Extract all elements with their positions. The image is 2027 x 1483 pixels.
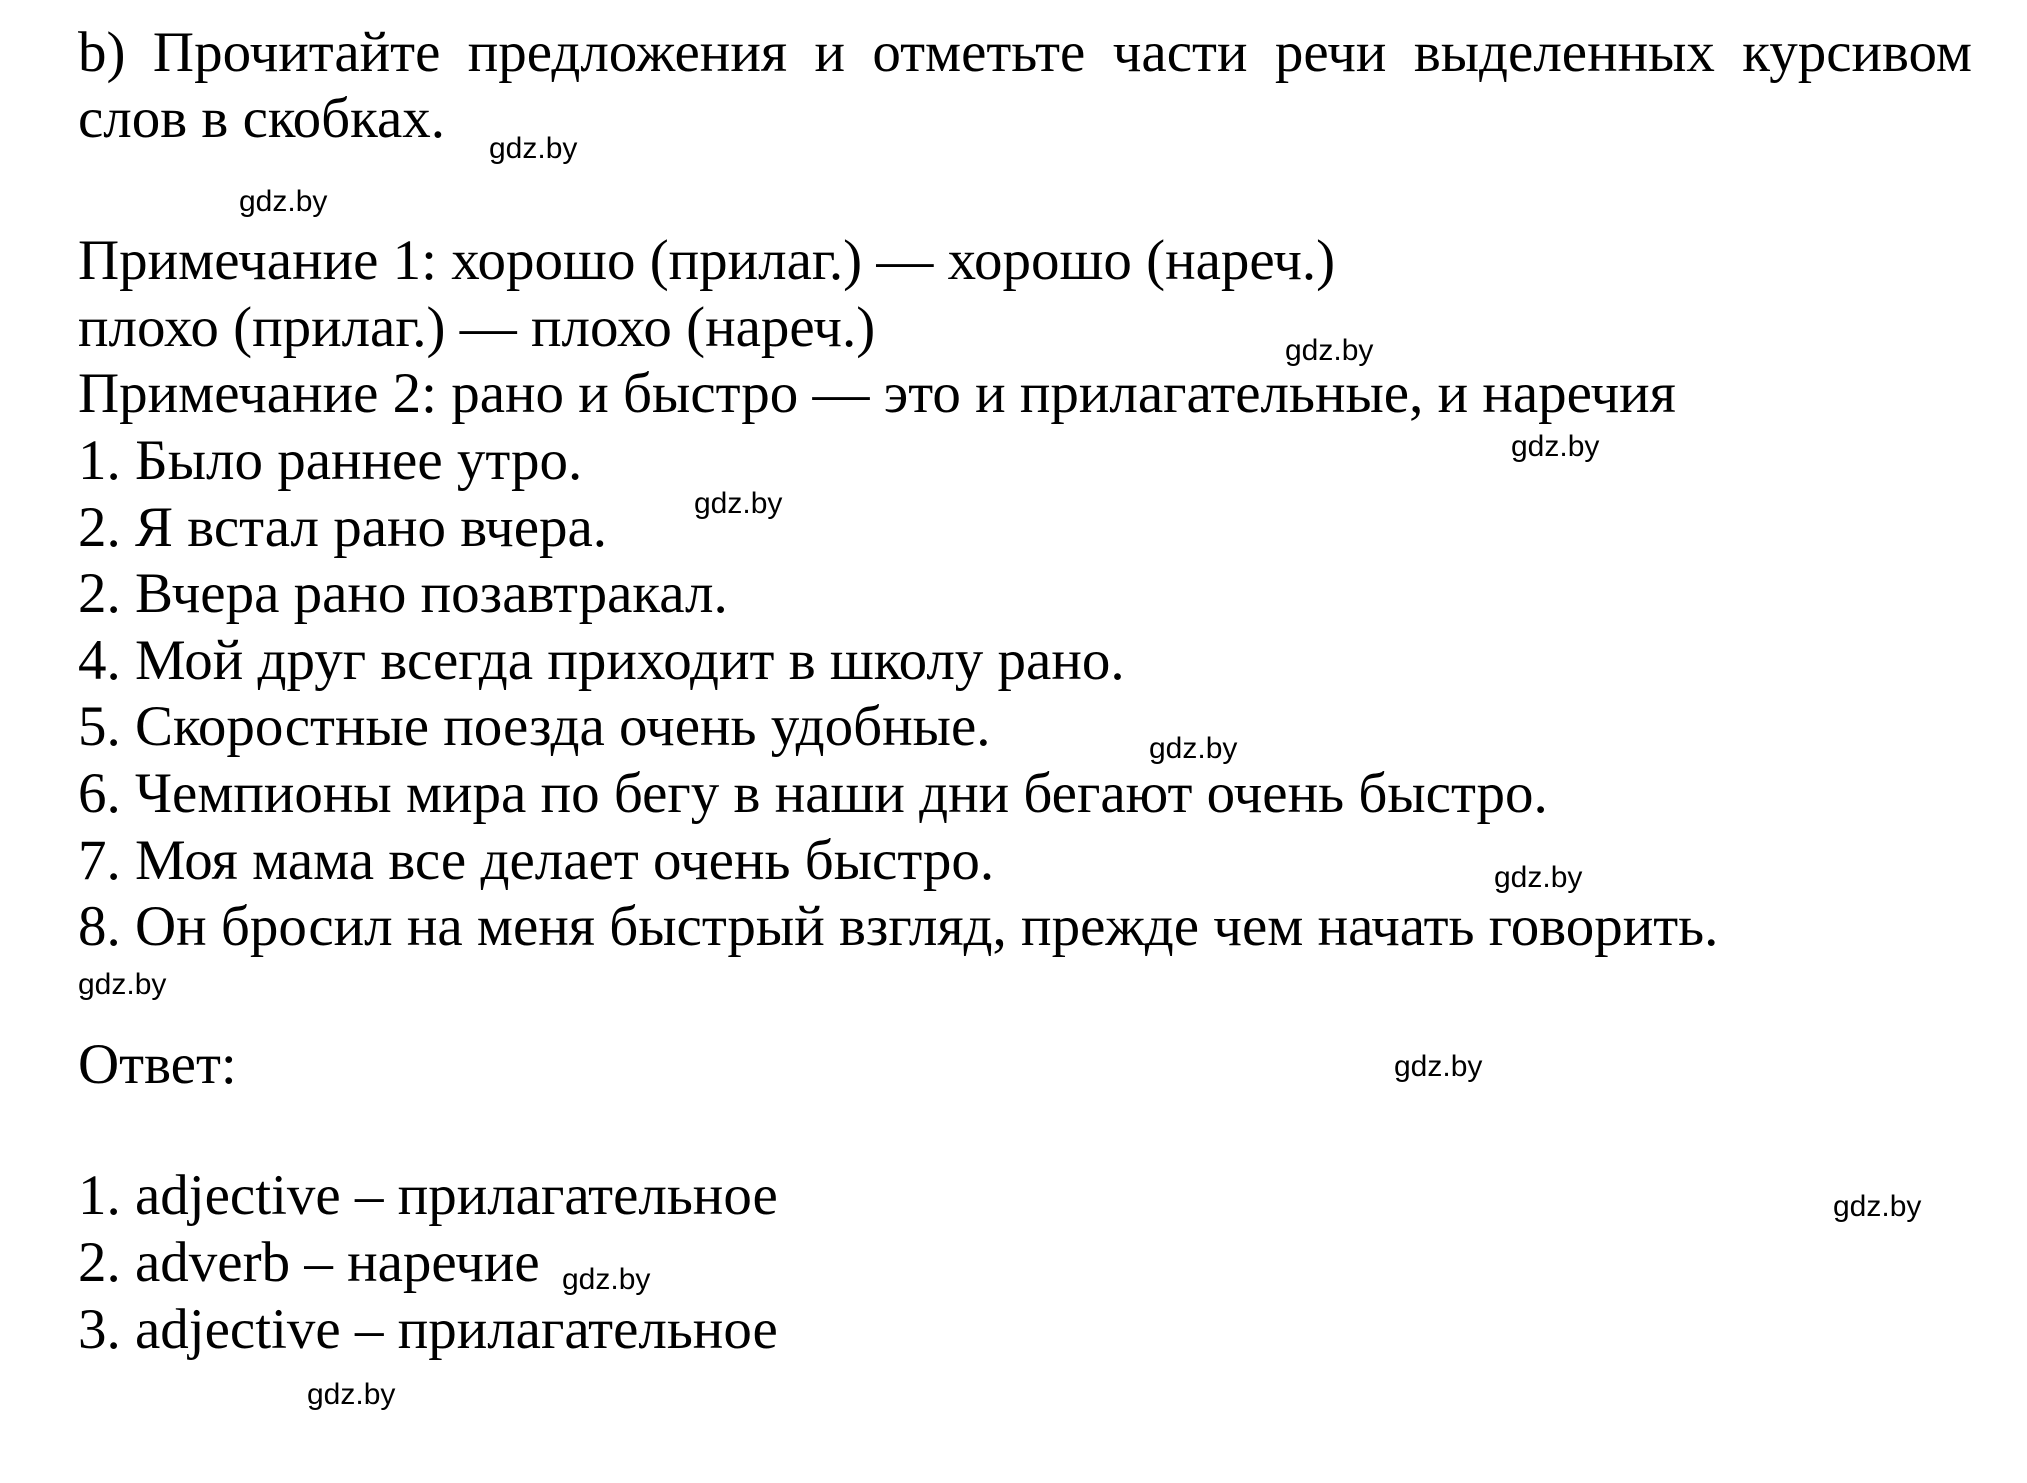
note-2: Примечание 2: рано и быстро — это и прилагательные, и наречия <box>78 362 1676 425</box>
watermark: gdz.by <box>1149 732 1238 765</box>
sentence-2: 2. Я встал рано вчера. <box>78 496 608 559</box>
note-1-continued: плохо (прилаг.) — плохо (нареч.) <box>78 296 876 359</box>
answer-item-1: 1. adjective – прилагательное <box>78 1164 778 1227</box>
watermark: gdz.by <box>1833 1190 1922 1223</box>
task-instruction <box>78 20 1972 152</box>
watermark: gdz.by <box>694 487 783 520</box>
watermark: gdz.by <box>1511 430 1600 463</box>
sentence-1: 1. Было раннее утро. <box>78 429 583 492</box>
watermark: gdz.by <box>1394 1050 1483 1083</box>
task-text: Прочитайте предложения и отметьте части речи выделенных курсивом слов в скобках. <box>78 21 1973 150</box>
sentence-3: 2. Вчера рано позавтракал. <box>78 562 728 625</box>
sentence-7: 7. Моя мама все делает очень быстро. <box>78 829 995 892</box>
note-1: Примечание 1: хорошо (прилаг.) — хорошо (нареч.) <box>78 229 1336 292</box>
sentence-6: 6. Чемпионы мира по бегу в наши дни бегают очень быстро. <box>78 762 1548 825</box>
watermark: gdz.by <box>562 1263 651 1296</box>
answer-item-2: 2. adverb – наречие <box>78 1231 540 1294</box>
answer-heading: Ответ: <box>78 1033 237 1096</box>
answer-item-3: 3. adjective – прилагательное <box>78 1298 778 1361</box>
sentence-5: 5. Скоростные поезда очень удобные. <box>78 695 991 758</box>
sentence-8: 8. Он бросил на меня быстрый взгляд, прежде чем начать говорить. <box>78 895 1719 958</box>
watermark: gdz.by <box>78 968 167 1001</box>
sentence-4: 4. Мой друг всегда приходит в школу рано. <box>78 629 1125 692</box>
watermark: gdz.by <box>489 132 578 165</box>
watermark: gdz.by <box>1285 334 1374 367</box>
task-label: b) <box>78 21 126 84</box>
watermark: gdz.by <box>239 185 328 218</box>
watermark: gdz.by <box>1494 861 1583 894</box>
watermark: gdz.by <box>307 1378 396 1411</box>
